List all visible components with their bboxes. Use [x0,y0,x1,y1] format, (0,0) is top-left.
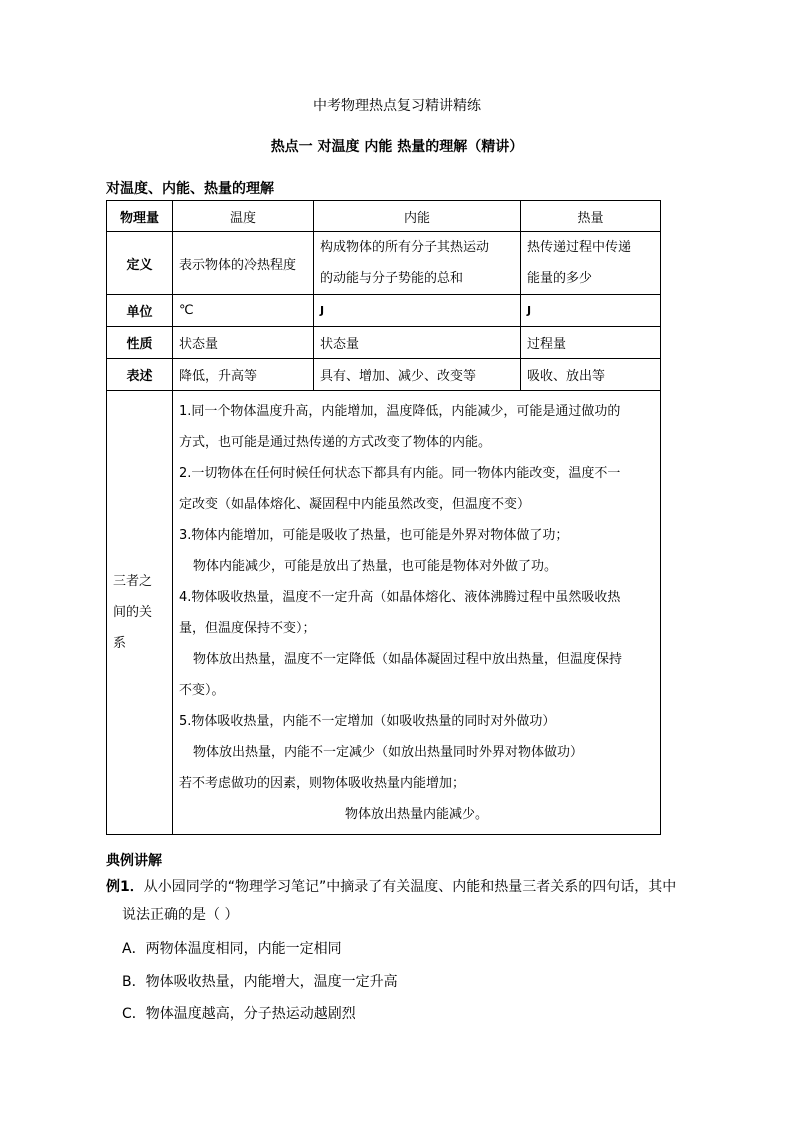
question-number: 例1． [106,879,144,895]
row-label-relation [107,391,173,835]
relation-line: 量，但温度保持不变）； [179,621,316,636]
cell-temp-nature: 状态量 [173,327,314,359]
cell-line: 构成物体的所有分子其热运动 [320,240,490,255]
table-header-row [107,201,661,232]
relation-line: 定改变（如晶体熔化、凝固程中内能虽然改变，但温度不变） [179,497,531,512]
table-row [107,232,661,295]
table-row-relation [107,391,661,835]
row-label-unit: 单位 [107,295,173,327]
cell-temp-definition: 表示物体的冷热程度 [173,232,314,295]
table-row [107,359,661,391]
option-a[interactable]: A．两物体温度相同，内能一定相同 [122,941,342,957]
cell-internal-unit: J [314,295,521,327]
relation-content [173,391,661,835]
relation-line: 不变）。 [179,683,225,698]
question-text-continued: 说法正确的是（ ） [122,907,239,923]
header-temperature: 温度 [173,201,314,232]
table-row [107,327,661,359]
cell-temp-expression: 降低，升高等 [173,359,314,391]
example-heading: 典例讲解 [106,853,162,869]
relation-label-line: 三者之 [113,574,153,589]
concept-table [106,200,661,835]
header-internal-energy: 内能 [314,201,521,232]
relation-line: 若不考虑做功的因素，则物体吸收热量内能增加； [179,776,466,791]
cell-line: 的动能与分子势能的总和 [320,271,464,286]
section-title: 热点一 对温度 内能 热量的理解（精讲） [270,139,524,155]
table-row [107,295,661,327]
relation-line: 物体放出热量，温度不一定降低（如晶体凝固过程中放出热量，但温度保持 [193,652,623,667]
relation-label-line: 系 [113,636,127,651]
cell-line: 热传递过程中传递 [527,240,632,255]
row-label-expression: 表述 [107,359,173,391]
relation-line: 1.同一个物体温度升高，内能增加，温度降低，内能减少，可能是通过做功的 [179,404,621,419]
cell-line: 能量的多少 [527,271,593,286]
question-text: 从小园同学的“物理学习笔记”中摘录了有关温度、内能和热量三者关系的四句话，其中 [143,879,677,895]
cell-heat-nature: 过程量 [521,327,661,359]
header-heat: 热量 [521,201,661,232]
relation-line: 物体内能减少，可能是放出了热量，也可能是物体对外做了功。 [193,559,558,574]
relation-line: 3.物体内能增加，可能是吸收了热量，也可能是外界对物体做了功； [179,528,569,543]
option-c[interactable]: C．物体温度越高，分子热运动越剧烈 [122,1006,356,1022]
relation-line: 4.物体吸收热量，温度不一定升高（如晶体熔化、液体沸腾过程中虽然吸收热 [179,590,621,605]
cell-internal-expression: 具有、增加、减少、改变等 [314,359,521,391]
relation-label-line: 间的关 [113,605,153,620]
option-b[interactable]: B．物体吸收热量，内能增大，温度一定升高 [122,974,398,990]
relation-line: 物体放出热量，内能不一定减少（如放出热量同时外界对物体做功） [193,745,584,760]
page-title: 中考物理热点复习精讲精练 [313,98,481,114]
row-label-definition: 定义 [107,232,173,295]
header-quantity: 物理量 [107,201,173,232]
cell-temp-unit: ℃ [173,295,314,327]
relation-line: 2.一切物体在任何时候任何状态下都具有内能。同一物体内能改变，温度不一 [179,466,621,481]
relation-line: 物体放出热量内能减少。 [344,807,488,822]
example-question [106,876,696,898]
cell-heat-expression: 吸收、放出等 [521,359,661,391]
relation-line: 方式，也可能是通过热传递的方式改变了物体的内能。 [179,435,492,450]
relation-line: 5.物体吸收热量，内能不一定增加（如吸收热量的同时对外做功） [179,714,556,729]
cell-internal-nature: 状态量 [314,327,521,359]
cell-heat-unit: J [521,295,661,327]
row-label-nature: 性质 [107,327,173,359]
table-caption: 对温度、内能、热量的理解 [106,181,274,197]
cell-heat-definition [521,232,661,295]
cell-internal-definition [314,232,521,295]
